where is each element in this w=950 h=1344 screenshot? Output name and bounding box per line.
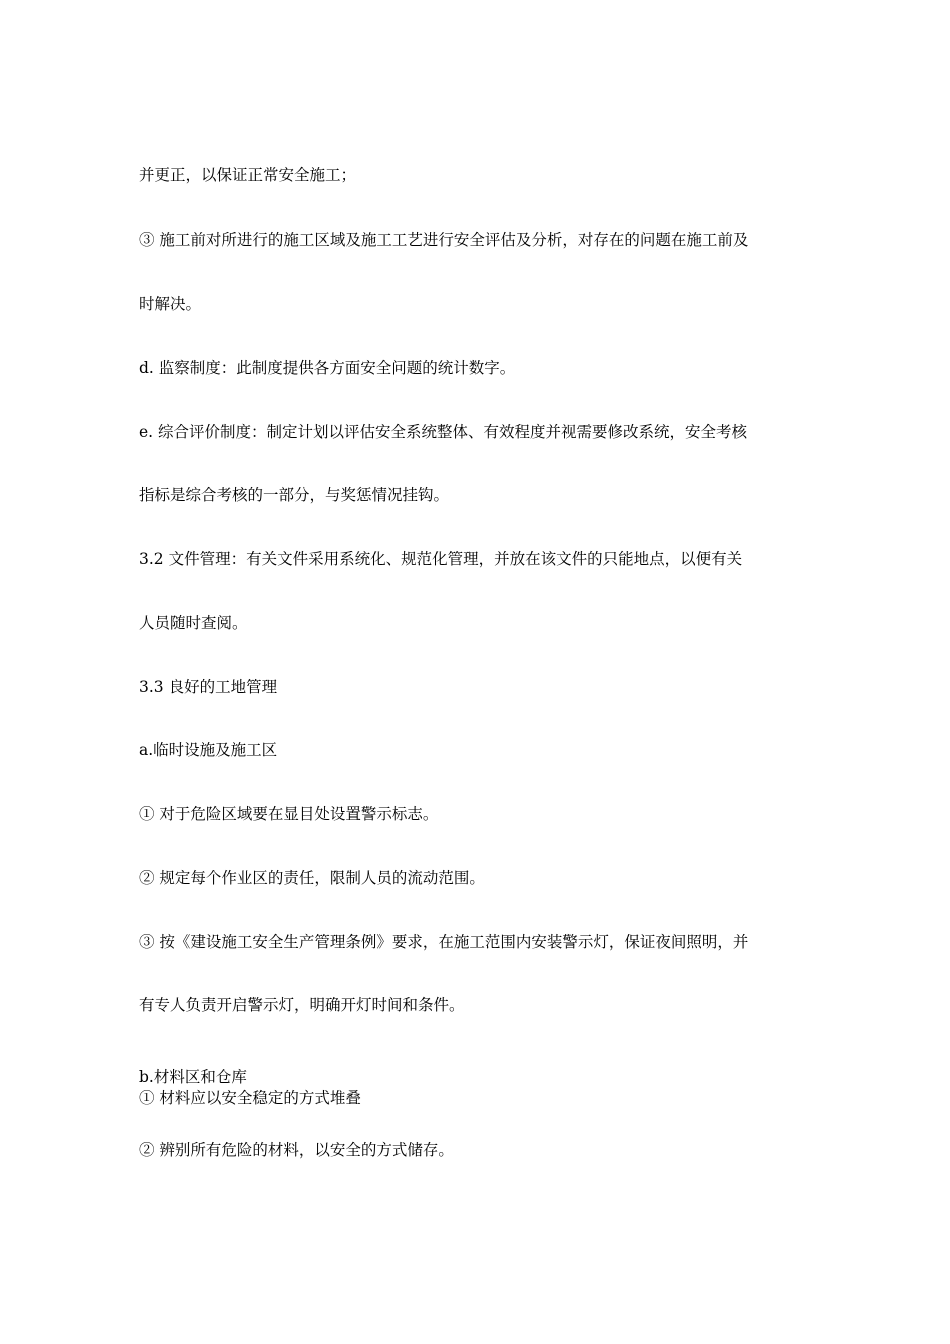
paragraph-line: d. 监察制度：此制度提供各方面安全问题的统计数字。	[139, 359, 516, 377]
section-heading: 3.3 良好的工地管理	[139, 678, 278, 696]
paragraph-line: e. 综合评价制度：制定计划以评估安全系统整体、有效程度并视需要修改系统，安全考核	[139, 423, 748, 441]
list-item: ① 材料应以安全稳定的方式堆叠	[139, 1089, 361, 1107]
paragraph-line: 指标是综合考核的一部分，与奖惩情况挂钩。	[139, 486, 450, 504]
paragraph-line: 人员随时查阅。	[139, 614, 248, 632]
paragraph-line: 3.2 文件管理：有关文件采用系统化、规范化管理，并放在该文件的只能地点，以便有关	[139, 550, 743, 568]
list-item: ② 辨别所有危险的材料，以安全的方式储存。	[139, 1141, 454, 1159]
paragraph-line: ③ 施工前对所进行的施工区域及施工工艺进行安全评估及分析，对存在的问题在施工前及	[139, 231, 749, 249]
paragraph-line: 有专人负责开启警示灯，明确开灯时间和条件。	[139, 996, 465, 1014]
subsection-heading: b.材料区和仓库	[139, 1068, 247, 1086]
paragraph-line: 时解决。	[139, 295, 202, 313]
subsection-heading: a.临时设施及施工区	[139, 741, 278, 759]
list-item: ③ 按《建设施工安全生产管理条例》要求，在施工范围内安装警示灯，保证夜间照明，并	[139, 933, 749, 951]
paragraph-line: 并更正，以保证正常安全施工；	[139, 166, 357, 184]
list-item: ① 对于危险区域要在显目处设置警示标志。	[139, 805, 439, 823]
list-item: ② 规定每个作业区的责任，限制人员的流动范围。	[139, 869, 485, 887]
